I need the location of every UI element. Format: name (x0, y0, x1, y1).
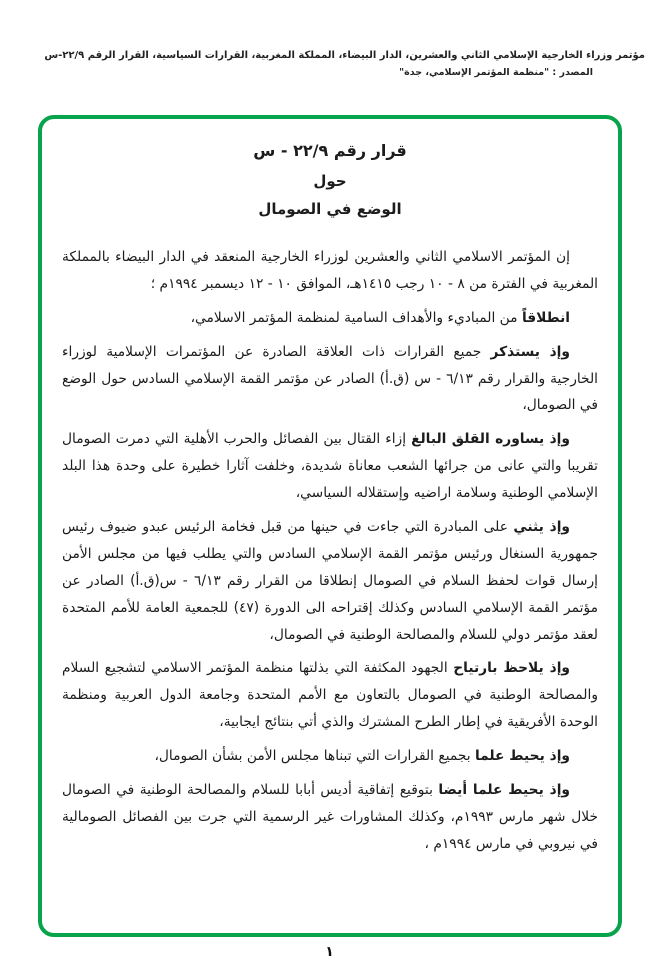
document-body (62, 244, 598, 858)
paragraph (62, 426, 598, 507)
paragraph-text: جميع القرارات ذات العلاقة الصادرة عن المؤتمرات الإسلامية لوزراء الخارجية والقرار رقم ٦/١٣ - س (ق.أ) الصادر عن مؤتمر القمة الإسلامي السادس حول الوضع في الصومال، (62, 343, 598, 414)
paragraph-lead: وإذ يحيط علما (474, 748, 570, 765)
page-number: ١ (325, 944, 334, 960)
title-subject: الوضع في الصومال (258, 200, 402, 218)
document-frame (38, 115, 622, 937)
title-hawla: حول (313, 172, 347, 190)
paragraph (62, 305, 598, 332)
paragraph (62, 514, 598, 648)
title-block (62, 141, 598, 218)
paragraph-text: بجميع القرارات التي تبناها مجلس الأمن بشأن الصومال، (154, 748, 471, 765)
paragraph-text: بتوقيع إتفاقية أديس أبابا للسلام والمصالحة الوطنية في الصومال خلال شهر مارس ١٩٩٣م، وكذلك المشاورات غير الرسمية التي جرت بين الفصائل الصومالية في نيروبي في مارس ١٩٩٤م ، (62, 782, 598, 852)
paragraph (62, 244, 598, 298)
resolution-number: قرار رقم ٢٢/٩ - س (253, 141, 407, 160)
paragraph-lead: وإذ يحيط علما أيضا (438, 782, 571, 799)
paragraph-text: إن المؤتمر الاسلامي الثاني والعشرين لوزراء الخارجية المنعقد في الدار البيضاء بالمملكة المغربية في الفترة من ٨ - ١٠ رجب ١٤١٥هـ، الموافق ١٠ - ١٢ ديسمبر ١٩٩٤م ؛ (62, 249, 598, 292)
paragraph-lead: وإذ يستذكر (490, 343, 570, 360)
document-header (14, 50, 645, 78)
paragraph-text: من المباديء والأهداف السامية لمنظمة المؤتمر الاسلامي، (190, 309, 518, 326)
paragraph-lead: وإذ يلاحظ بارتياح (453, 660, 570, 677)
paragraph-lead: وإذ يثني (513, 519, 571, 536)
header-source: المصدر : "منظمة المؤتمر الإسلامي، جدة" (399, 67, 593, 78)
paragraph (62, 655, 598, 736)
paragraph (62, 339, 598, 420)
paragraph (62, 743, 598, 770)
paragraph-text: إزاء القتال بين الفصائل والحرب الأهلية التي دمرت الصومال تقريبا والتي عانى من جرائها الشعب معاناة شديدة، وخلفت آثارا خطيرة على وحدة هذا البلد الإسلامي الوطنية وسلامة اراضيه وإستقلاله السياسي، (62, 431, 598, 502)
paragraph-text: الجهود المكثفة التي بذلتها منظمة المؤتمر الاسلامي لتشجيع السلام والمصالحة الوطنية في الصومال بالتعاون مع الأمم المتحدة وجامعة الدول العربية ومنظمة الوحدة الأفريقية في إطار الطرح المشترك والذي أتي بنتائج ايجابية، (62, 660, 598, 731)
header-citation: مؤتمر وزراء الخارجية الإسلامي الثاني والعشرين، الدار البيضاء، المملكة المغربية، القرارات السياسية، القرار الرقم ٢٢/٩-س (44, 50, 645, 61)
paragraph-text: على المبادرة التي جاءت في حينها من قبل فخامة الرئيس عبدو ضيوف رئيس جمهورية السنغال ورئيس مؤتمر القمة الإسلامي السادس والتي يطلب فيها من مجلس الأمن إرسال قوات لحفظ السلام في الصومال إنطلاقا من القرار رقم ٦/١٣ - س(ق.أ) الصادر عن مؤتمر القمة الإسلامي السادس وكذلك إقتراحه الى الدورة (٤٧) للجمعية العامة للأمم المتحدة لعقد مؤتمر دولي للسلام والمصالحة الوطنية في الصومال، (62, 519, 598, 643)
paragraph-lead: انطلاقاً (521, 309, 570, 326)
paragraph-lead: وإذ يساوره القلق البالغ (411, 431, 570, 448)
paragraph (62, 777, 598, 858)
